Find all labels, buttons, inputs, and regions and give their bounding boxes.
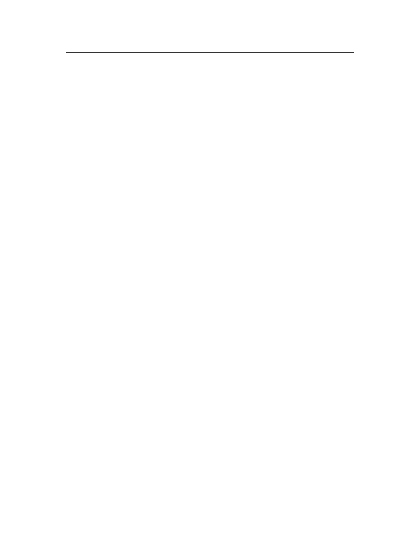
header-rule (66, 52, 354, 53)
table-of-contents (66, 72, 354, 85)
